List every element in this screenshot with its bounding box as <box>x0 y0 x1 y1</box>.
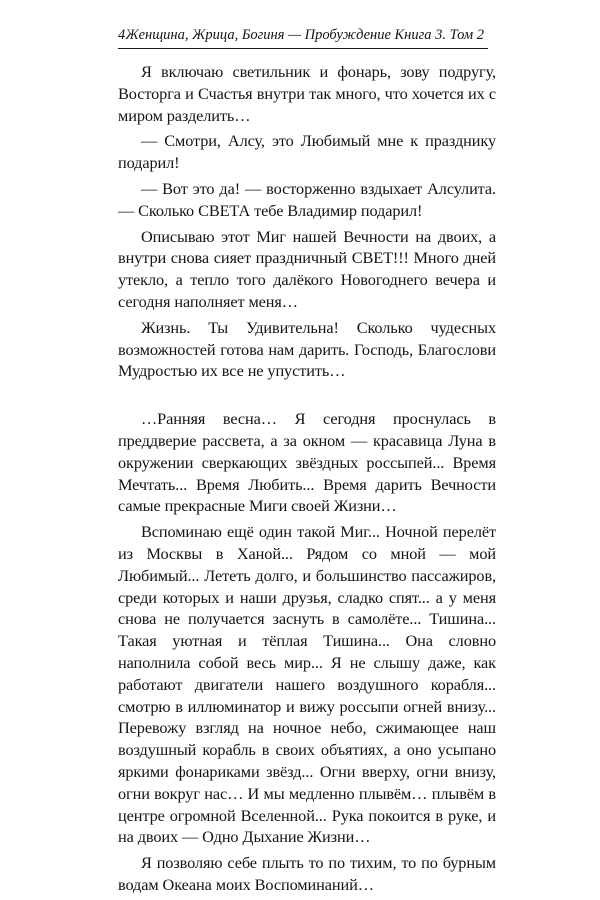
paragraph: — Вот это да! — восторженно вздыхает Алсулита. — Сколько СВЕТА тебе Владимир подарил! <box>118 178 496 220</box>
paragraph: Я позволяю себе плыть то по тихим, то по бурным водам Океана моих Воспоминаний… <box>118 853 496 894</box>
paragraph: Описываю этот Миг нашей Вечности на двоих, а внутри снова сияет праздничный СВЕТ!!! Много дней утекло, а тепло того далёкого Новогоднего вечера и сегодня наполняет меня… <box>118 226 496 311</box>
page-body <box>118 61 496 900</box>
paragraph: Вспоминаю ещё один такой Миг... Ночной перелёт из Москвы в Ханой... Рядом со мной — мой Любимый... Лететь долго, и большинство пассажиров, среди которых и наши друзья, сладко спят... а у меня снова не получается заснуть в самолёте... Тишина... Такая уютная и тёплая Тишина... Она словно наполнила собой весь мир... Я не слышу даже, как работают двигатели нашего воздушного корабля... смотрю в иллюминатор и вижу россыпи огней внизу... Перевожу взгляд на ночное небо, сжимающее наш воздушный корабль в своих объятиях, а оно усыпано яркими фонариками звёзд... Огни вверху, огни внизу, огни вокруг нас… И мы медленно плывём… плывём в центре огромной Вселенной... Рука покоится в руке, и на двоих — Одно Дыхание Жизни… <box>118 522 496 847</box>
running-title: Женщина, Жрица, Богиня — Пробуждение Книга 3. Том 2 <box>125 27 484 43</box>
page-number: 4 <box>118 27 126 43</box>
paragraph: Я включаю светильник и фонарь, зову подругу, Восторга и Счастья внутри так много, что хочется их с миром разделить… <box>118 62 496 125</box>
paragraph: …Ранняя весна… Я сегодня проснулась в преддверие рассвета, а за окном — красавица Луна в окружении сверкающих звёздных россыпей... Время Мечтать... Время Любить... Время дарить Вечности самые прекрасные Миги своей Жизни… <box>118 409 496 516</box>
running-header <box>118 24 488 49</box>
paragraph: — Смотри, Алсу, это Любимый мне к празднику подарил! <box>118 131 496 173</box>
section-break <box>118 386 496 408</box>
paragraph: Жизнь. Ты Удивительна! Сколько чудесных возможностей готова нам дарить. Господь, Благослови Мудростью их все не упустить… <box>118 317 496 381</box>
